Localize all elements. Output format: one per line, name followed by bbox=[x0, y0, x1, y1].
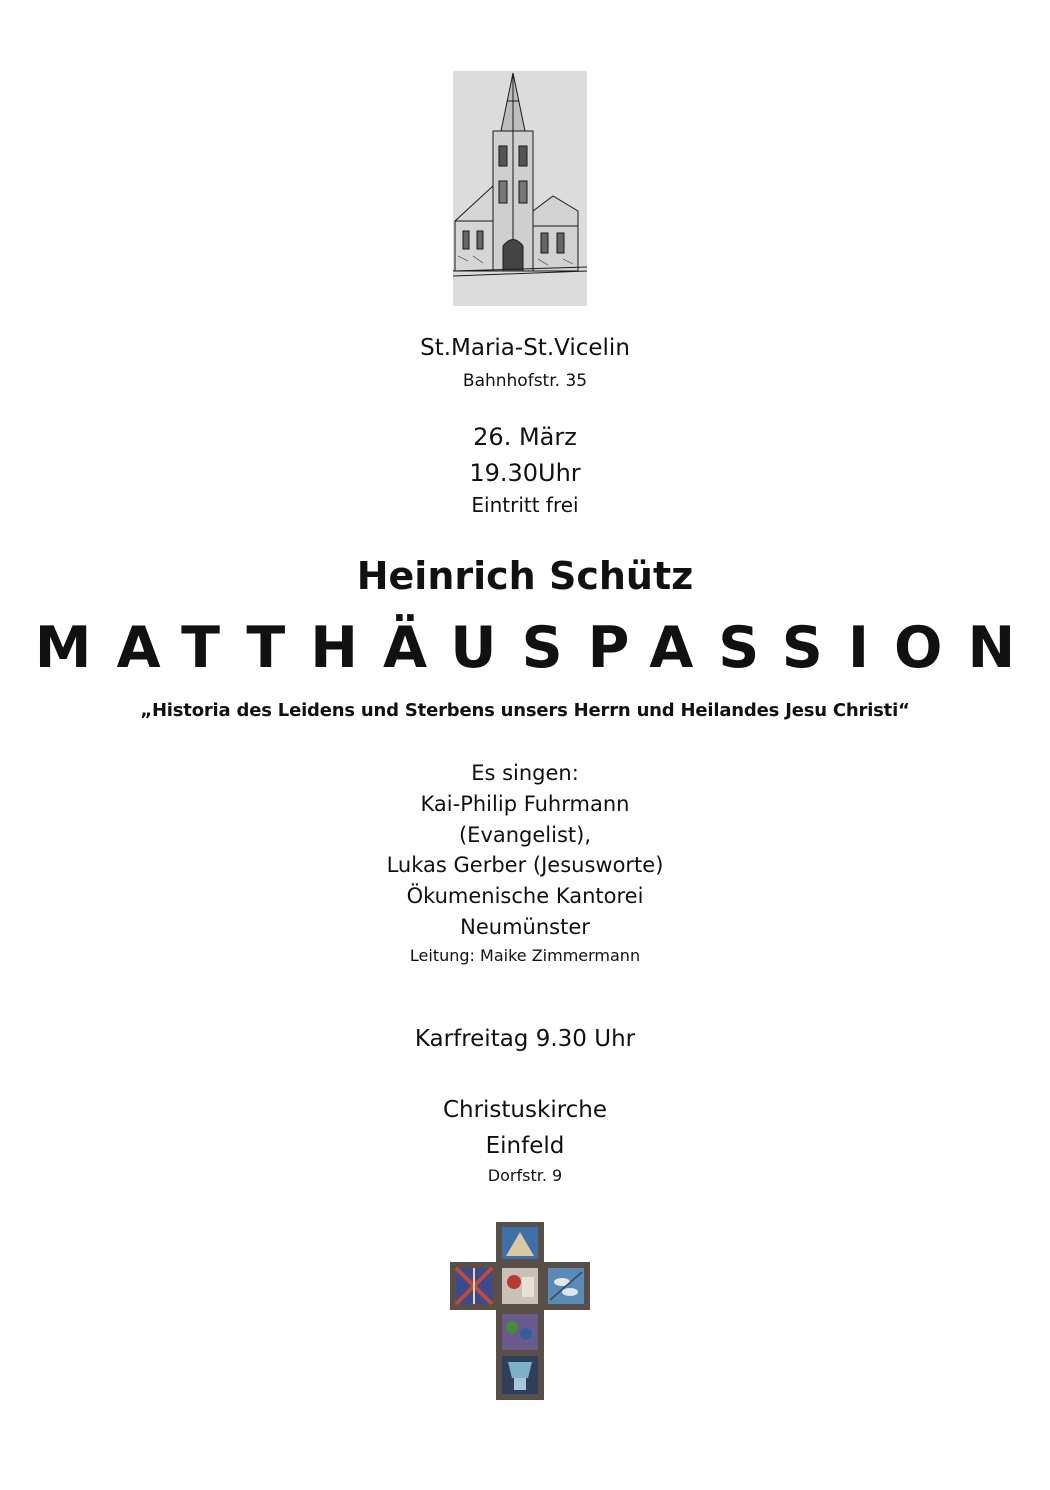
stained-glass-cross-icon bbox=[450, 1222, 590, 1400]
venue-name: St.Maria-St.Vicelin bbox=[420, 335, 630, 361]
performer-line: Lukas Gerber (Jesusworte) bbox=[386, 853, 664, 877]
work-title: MATTHÄUSPASSION bbox=[34, 615, 1041, 681]
church-sketch-icon bbox=[453, 71, 587, 306]
performer-line: Kai-Philip Fuhrmann bbox=[420, 792, 630, 816]
concert-date: 26. März bbox=[473, 423, 577, 451]
performer-line: (Evangelist), bbox=[458, 823, 592, 847]
second-venue-name: Christuskirche bbox=[442, 1097, 608, 1123]
conductor: Leitung: Maike Zimmermann bbox=[409, 946, 641, 965]
performers-intro: Es singen: bbox=[471, 761, 579, 785]
second-venue-town: Einfeld bbox=[485, 1133, 565, 1159]
second-performance-time: Karfreitag 9.30 Uhr bbox=[414, 1026, 636, 1052]
composer-name: Heinrich Schütz bbox=[356, 554, 694, 598]
second-venue-street: Dorfstr. 9 bbox=[487, 1166, 563, 1185]
entry-info: Eintritt frei bbox=[471, 493, 579, 517]
performer-line: Ökumenische Kantorei bbox=[406, 884, 644, 908]
work-subtitle: „Historia des Leidens und Sterbens unsers Herrn und Heilandes Jesu Christi“ bbox=[140, 700, 910, 721]
concert-time: 19.30Uhr bbox=[469, 459, 581, 487]
performer-line: Neumünster bbox=[460, 915, 590, 939]
venue-street: Bahnhofstr. 35 bbox=[462, 371, 588, 391]
